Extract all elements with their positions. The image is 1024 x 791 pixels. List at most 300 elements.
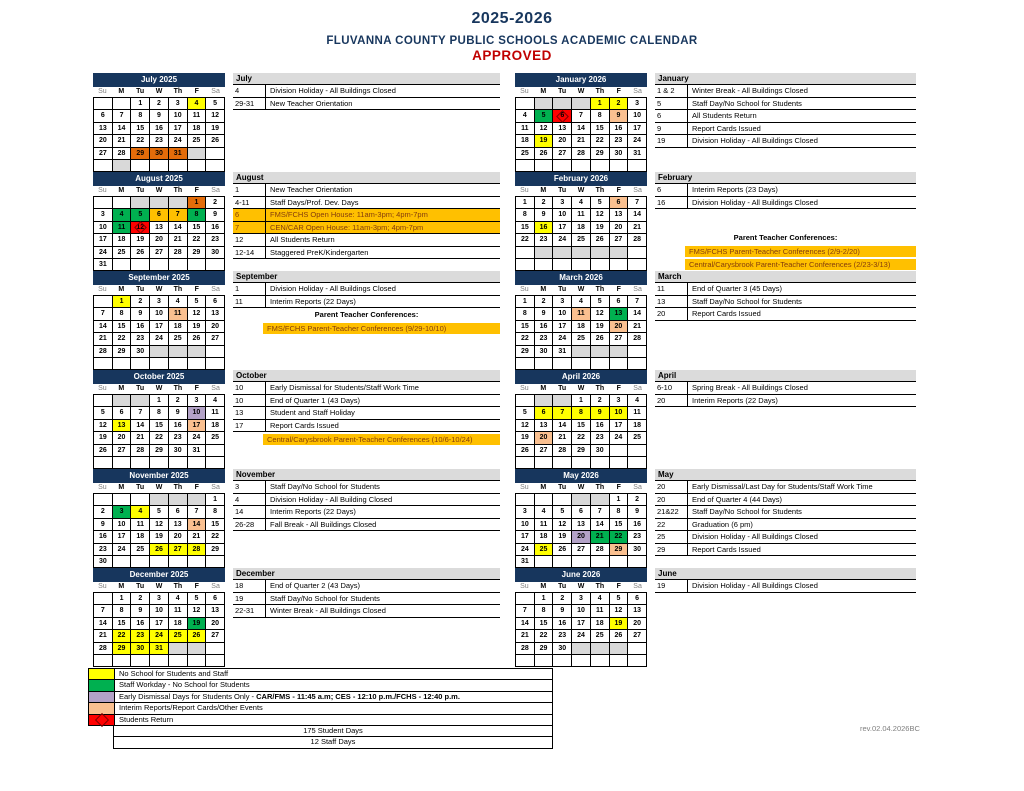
day-cell: 17	[169, 123, 188, 135]
event-description: New Teacher Orientation	[270, 98, 353, 108]
empty-cell	[572, 556, 591, 568]
day-cell: 8	[131, 110, 150, 122]
event-description: End of Quarter 4 (44 Days)	[692, 494, 783, 504]
empty-cell	[628, 655, 647, 667]
calendar-grid	[93, 592, 225, 667]
day-cell: 27	[206, 333, 225, 345]
day-cell: 13	[572, 519, 591, 531]
event-description: End of Quarter 3 (45 Days)	[692, 284, 783, 293]
empty-cell	[610, 655, 629, 667]
day-cell: 24	[150, 333, 169, 345]
day-cell: 1	[610, 494, 629, 506]
day-cell: 12	[131, 222, 150, 234]
calendar-march-2026	[515, 271, 647, 368]
weekday-label: Tu	[558, 484, 567, 491]
day-cell: 17	[628, 123, 647, 135]
day-cell: 5	[591, 197, 610, 209]
day-cell: 13	[553, 123, 572, 135]
day-cell: 15	[610, 519, 629, 531]
event-description: End of Quarter 2 (43 Days)	[270, 581, 361, 590]
weekday-label: Su	[520, 88, 529, 95]
legend-label: No School for Students and Staff	[114, 669, 553, 680]
event-date: 21&22	[655, 506, 688, 518]
empty-cell	[572, 98, 591, 110]
event-list-month-title: June	[655, 568, 916, 580]
weekday-label: Su	[98, 187, 107, 194]
day-cell: 6	[206, 593, 225, 605]
event-date: 5	[655, 98, 688, 110]
day-cell: 14	[94, 618, 113, 630]
day-cell: 24	[610, 432, 629, 444]
event-description: Staff Day/No School for Students	[692, 98, 802, 108]
day-cell: 6	[169, 506, 188, 518]
event-date: 20	[655, 481, 688, 493]
conference-highlight-bar: FMS/FCHS Parent-Teacher Conferences (2/9-2/20)	[685, 246, 916, 257]
day-cell: 22	[535, 630, 554, 642]
event-row	[233, 209, 500, 222]
event-row	[655, 544, 916, 557]
day-cell: 7	[553, 407, 572, 419]
weekday-label: Sa	[211, 88, 220, 95]
empty-cell	[535, 98, 554, 110]
weekday-label: Th	[173, 484, 183, 491]
event-description: Division Holiday - All Buildings Closed	[692, 581, 818, 590]
day-cell: 14	[94, 321, 113, 333]
event-description: Early Dismissal/Last Day for Students/Staff Work Time	[692, 482, 873, 491]
day-cell: 7	[94, 605, 113, 617]
calendar-weekday-header	[93, 186, 225, 196]
day-cell: 5	[131, 209, 150, 221]
school-year-title: 2025-2026	[471, 10, 553, 27]
weekday-label: F	[194, 88, 199, 95]
day-cell: 18	[188, 123, 207, 135]
day-cell: 7	[131, 407, 150, 419]
day-cell: 21	[94, 630, 113, 642]
day-cell: 13	[628, 605, 647, 617]
weekday-label: W	[155, 385, 163, 392]
day-cell: 4	[206, 395, 225, 407]
day-cell: 17	[516, 531, 535, 543]
day-cell: 3	[572, 593, 591, 605]
conference-highlight-bar: FMS/FCHS Parent-Teacher Conferences (9/29-10/10)	[263, 323, 500, 334]
day-cell: 21	[516, 630, 535, 642]
event-description: All Students Return	[270, 235, 335, 244]
empty-cell	[591, 556, 610, 568]
day-cell: 27	[535, 445, 554, 457]
empty-cell	[628, 556, 647, 568]
calendar-month-title: January 2026	[515, 73, 647, 87]
color-legend	[88, 668, 553, 749]
weekday-label: M	[118, 385, 125, 392]
empty-cell	[572, 259, 591, 271]
day-cell: 24	[553, 333, 572, 345]
legend-label: Staff Workday - No School for Students	[114, 680, 553, 691]
event-date: 4	[233, 85, 266, 97]
event-date: 19	[655, 580, 688, 592]
day-cell: 23	[150, 135, 169, 147]
event-row	[655, 135, 916, 148]
weekday-label: Tu	[136, 187, 145, 194]
revision-note: rev.02.04.2026BC	[860, 724, 920, 733]
calendar-month-title: September 2025	[93, 271, 225, 285]
event-date: 19	[655, 135, 688, 147]
day-cell: 12	[206, 110, 225, 122]
day-cell: 11	[516, 123, 535, 135]
day-cell: 25	[113, 247, 132, 259]
weekday-label: M	[540, 187, 547, 194]
event-list-month-title: January	[655, 73, 916, 85]
students-return-diamond	[556, 110, 569, 123]
day-cell: 19	[94, 432, 113, 444]
weekday-label: Su	[98, 484, 107, 491]
day-cell: 21	[131, 432, 150, 444]
event-row	[655, 296, 916, 309]
day-cell: 6	[610, 296, 629, 308]
weekday-label: Sa	[633, 583, 642, 590]
day-cell: 12	[150, 519, 169, 531]
day-cell: 30	[131, 346, 150, 358]
event-date: 13	[655, 296, 688, 308]
month-july-2025	[93, 73, 500, 170]
event-date: 12	[233, 234, 266, 246]
weekday-label: Sa	[211, 583, 220, 590]
weekday-label: Tu	[558, 385, 567, 392]
day-cell: 20	[628, 618, 647, 630]
weekday-label: Th	[595, 385, 605, 392]
day-cell: 23	[553, 630, 572, 642]
day-cell: 14	[553, 420, 572, 432]
empty-cell	[113, 160, 132, 172]
empty-cell	[610, 247, 629, 259]
calendar-month-title: October 2025	[93, 370, 225, 384]
weekday-label: M	[118, 187, 125, 194]
empty-cell	[131, 457, 150, 469]
event-description: Spring Break - All Buildings Closed	[692, 383, 808, 392]
calendar-grid	[93, 295, 225, 370]
day-cell: 25	[535, 544, 554, 556]
empty-cell	[113, 494, 132, 506]
event-row	[233, 296, 500, 309]
day-cell: 13	[113, 420, 132, 432]
weekday-label: Su	[98, 88, 107, 95]
event-date: 20	[655, 494, 688, 506]
day-cell: 30	[131, 643, 150, 655]
day-cell: 25	[591, 630, 610, 642]
empty-cell	[150, 457, 169, 469]
weekday-label: Tu	[558, 187, 567, 194]
event-description: CEN/CAR Open House: 11am-3pm; 4pm-7pm	[270, 222, 424, 232]
empty-cell	[150, 197, 169, 209]
event-row	[233, 395, 500, 408]
event-description: Early Dismissal for Students/Staff Work Time	[270, 383, 419, 392]
day-cell: 22	[113, 333, 132, 345]
legend-summary-row	[88, 726, 553, 737]
empty-cell	[572, 160, 591, 172]
month-september-2025	[93, 271, 500, 368]
day-cell: 19	[535, 135, 554, 147]
day-cell: 24	[94, 247, 113, 259]
weekday-label: Sa	[211, 187, 220, 194]
day-cell: 2	[553, 593, 572, 605]
event-row	[655, 197, 916, 210]
empty-cell	[131, 556, 150, 568]
day-cell: 12	[94, 420, 113, 432]
day-cell: 4	[572, 296, 591, 308]
day-cell: 16	[591, 420, 610, 432]
day-cell: 3	[150, 296, 169, 308]
empty-cell	[188, 259, 207, 271]
empty-cell	[131, 655, 150, 667]
day-cell: 21	[572, 135, 591, 147]
day-cell: 15	[113, 321, 132, 333]
weekday-label: F	[194, 187, 199, 194]
day-cell: 29	[206, 544, 225, 556]
day-cell: 19	[150, 531, 169, 543]
event-date: 19	[233, 593, 266, 605]
day-cell: 29	[150, 445, 169, 457]
day-cell: 8	[535, 605, 554, 617]
calendar-may-2026	[515, 469, 647, 566]
day-cell: 28	[553, 445, 572, 457]
calendar-november-2025	[93, 469, 225, 566]
month-may-2026	[515, 469, 916, 566]
empty-cell	[516, 457, 535, 469]
weekday-label: M	[118, 484, 125, 491]
events-april	[655, 370, 916, 467]
weekday-label: Su	[98, 583, 107, 590]
day-cell: 15	[188, 222, 207, 234]
day-cell: 21	[169, 234, 188, 246]
day-cell: 9	[131, 308, 150, 320]
day-cell: 1	[206, 494, 225, 506]
day-cell: 12	[553, 519, 572, 531]
weekday-label: Th	[595, 187, 605, 194]
event-row	[233, 407, 500, 420]
month-october-2025	[93, 370, 500, 467]
weekday-label: M	[540, 484, 547, 491]
calendar-month-title: July 2025	[93, 73, 225, 87]
event-date: 6-10	[655, 382, 688, 394]
empty-cell	[94, 593, 113, 605]
calendar-weekday-header	[93, 582, 225, 592]
event-date: 7	[233, 222, 266, 234]
calendar-month-title: August 2025	[93, 172, 225, 186]
day-cell: 15	[516, 321, 535, 333]
day-cell: 25	[572, 234, 591, 246]
day-cell: 28	[572, 148, 591, 160]
day-cell: 27	[610, 234, 629, 246]
weekday-label: W	[577, 484, 585, 491]
event-description: Student and Staff Holiday	[270, 408, 355, 417]
legend-swatch-empty	[88, 726, 113, 737]
legend-label: Early Dismissal Days for Students Only - CAR/FMS - 11:45 a.m; CES - 12:10 p.m./FCHS - 12:40 p.m.	[114, 692, 553, 703]
day-cell: 3	[553, 296, 572, 308]
day-cell: 21	[188, 531, 207, 543]
day-cell: 1	[131, 98, 150, 110]
day-cell: 7	[591, 506, 610, 518]
day-cell: 13	[150, 222, 169, 234]
empty-cell	[206, 148, 225, 160]
day-cell: 5	[516, 407, 535, 419]
day-cell: 26	[131, 247, 150, 259]
day-cell: 18	[169, 618, 188, 630]
event-row	[655, 123, 916, 136]
empty-cell	[188, 346, 207, 358]
weekday-label: Th	[595, 484, 605, 491]
weekday-label: W	[155, 484, 163, 491]
event-date: 22	[655, 519, 688, 531]
weekday-label: Su	[520, 286, 529, 293]
day-cell: 18	[628, 420, 647, 432]
day-cell: 10	[150, 308, 169, 320]
calendar-weekday-header	[93, 384, 225, 394]
day-cell: 21	[553, 432, 572, 444]
empty-cell	[169, 457, 188, 469]
day-cell: 22	[113, 630, 132, 642]
day-cell: 8	[206, 506, 225, 518]
empty-cell	[113, 556, 132, 568]
day-cell: 2	[535, 197, 554, 209]
day-cell: 17	[610, 420, 629, 432]
empty-cell	[572, 655, 591, 667]
day-cell: 22	[516, 333, 535, 345]
day-cell: 20	[572, 531, 591, 543]
weekday-label: Sa	[211, 286, 220, 293]
day-cell: 24	[628, 135, 647, 147]
day-cell: 24	[113, 544, 132, 556]
day-cell: 28	[113, 148, 132, 160]
weekday-label: Su	[98, 385, 107, 392]
day-cell: 10	[553, 308, 572, 320]
empty-cell	[591, 259, 610, 271]
day-cell: 6	[150, 209, 169, 221]
empty-cell	[169, 346, 188, 358]
weekday-label: F	[194, 484, 199, 491]
day-cell: 9	[591, 407, 610, 419]
day-cell: 15	[113, 618, 132, 630]
calendar-june-2026	[515, 568, 647, 665]
empty-cell	[516, 655, 535, 667]
empty-cell	[628, 358, 647, 370]
day-cell: 5	[150, 506, 169, 518]
month-april-2026	[515, 370, 916, 467]
calendar-december-2025	[93, 568, 225, 665]
day-cell: 29	[113, 643, 132, 655]
day-cell: 30	[150, 148, 169, 160]
empty-cell	[113, 259, 132, 271]
calendar-grid	[515, 97, 647, 172]
day-cell: 10	[553, 209, 572, 221]
event-date: 4	[233, 494, 266, 506]
day-cell: 10	[628, 110, 647, 122]
event-list-month-title: March	[655, 271, 916, 283]
day-cell: 2	[169, 395, 188, 407]
day-cell: 20	[113, 432, 132, 444]
empty-cell	[516, 358, 535, 370]
day-cell: 22	[610, 531, 629, 543]
day-cell: 17	[188, 420, 207, 432]
day-cell: 21	[591, 531, 610, 543]
event-date: 25	[655, 531, 688, 543]
empty-cell	[535, 457, 554, 469]
event-list-month-title: October	[233, 370, 500, 382]
weekday-label: F	[616, 88, 621, 95]
day-cell: 17	[572, 618, 591, 630]
calendar-weekday-header	[515, 186, 647, 196]
day-cell: 8	[610, 506, 629, 518]
day-cell: 10	[516, 519, 535, 531]
empty-cell	[150, 160, 169, 172]
day-cell: 4	[591, 593, 610, 605]
empty-cell	[553, 494, 572, 506]
day-cell: 24	[169, 135, 188, 147]
event-row	[655, 382, 916, 395]
event-row	[655, 395, 916, 408]
event-list-month-title: August	[233, 172, 500, 184]
day-cell: 18	[591, 618, 610, 630]
day-cell: 9	[169, 407, 188, 419]
empty-cell	[169, 494, 188, 506]
conference-heading: Parent Teacher Conferences:	[314, 310, 419, 319]
day-cell: 8	[113, 605, 132, 617]
empty-cell	[94, 655, 113, 667]
event-description: Fall Break - All Buildings Closed	[270, 519, 377, 529]
event-row	[655, 98, 916, 111]
day-cell: 4	[113, 209, 132, 221]
day-cell: 30	[169, 445, 188, 457]
weekday-label: F	[194, 286, 199, 293]
empty-cell	[591, 346, 610, 358]
event-row	[655, 283, 916, 296]
day-cell: 15	[131, 123, 150, 135]
weekday-label: M	[540, 88, 547, 95]
event-row	[233, 98, 500, 111]
empty-cell	[150, 655, 169, 667]
events-october	[233, 370, 500, 467]
day-cell: 7	[94, 308, 113, 320]
empty-cell	[188, 457, 207, 469]
empty-cell	[535, 395, 554, 407]
event-list-month-title: February	[655, 172, 916, 184]
day-cell: 26	[150, 544, 169, 556]
day-cell: 24	[516, 544, 535, 556]
day-cell: 14	[572, 123, 591, 135]
day-cell: 10	[169, 110, 188, 122]
events-june	[655, 568, 916, 665]
event-date: 3	[233, 481, 266, 493]
day-cell: 14	[628, 209, 647, 221]
empty-cell	[610, 556, 629, 568]
spacer	[655, 209, 916, 231]
empty-cell	[516, 259, 535, 271]
day-cell: 31	[628, 148, 647, 160]
day-cell: 10	[188, 407, 207, 419]
events-january	[655, 73, 916, 170]
empty-cell	[188, 643, 207, 655]
day-cell: 11	[113, 222, 132, 234]
empty-cell	[610, 160, 629, 172]
weekday-label: Tu	[558, 88, 567, 95]
weekday-label: Sa	[633, 484, 642, 491]
day-cell: 16	[94, 531, 113, 543]
day-cell: 11	[591, 605, 610, 617]
day-cell: 4	[628, 395, 647, 407]
day-cell: 26	[610, 630, 629, 642]
day-cell: 29	[610, 544, 629, 556]
calendar-weekday-header	[93, 483, 225, 493]
empty-cell	[113, 197, 132, 209]
event-row	[233, 222, 500, 235]
